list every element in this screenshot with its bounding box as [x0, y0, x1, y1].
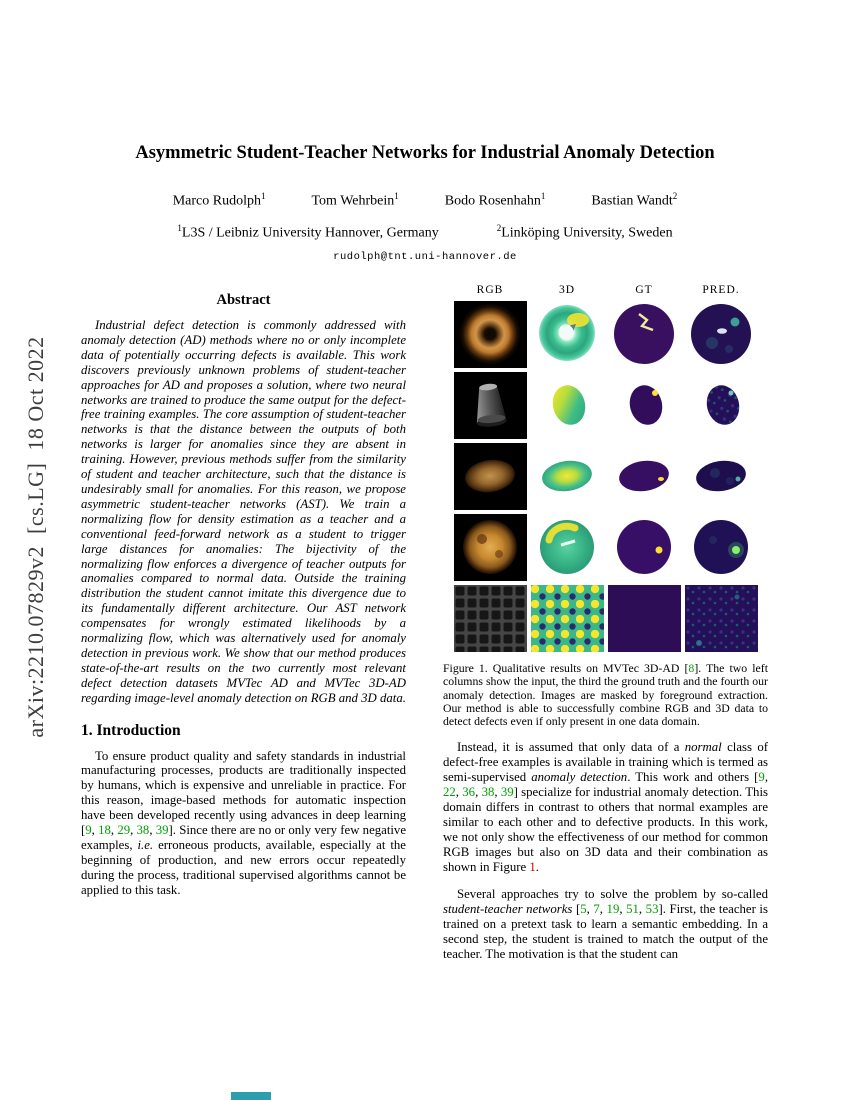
- figure-cell-potato-3d: [531, 443, 604, 510]
- affiliation: [497, 223, 673, 242]
- text-segment: i.e.: [137, 838, 154, 852]
- figure-cell-bagel-3d: [531, 301, 604, 368]
- author: [311, 191, 398, 210]
- figure-image-grid: [443, 301, 768, 652]
- text-segment: ,: [586, 902, 594, 917]
- right-column: [443, 284, 768, 975]
- citation-link[interactable]: 36: [462, 785, 476, 799]
- text-segment: ,: [110, 823, 118, 838]
- figure-col-header-rgb: RGB: [476, 284, 504, 296]
- contact-email: rudolph@tnt.uni-hannover.de: [333, 250, 517, 263]
- figure-cell-cookie-pred: [685, 514, 758, 581]
- text-segment: anomaly detection: [531, 770, 628, 785]
- text-segment: ,: [599, 902, 607, 917]
- text-segment: ,: [149, 823, 156, 838]
- author-name: Bodo Rosenhahn: [444, 193, 541, 209]
- affiliation: [177, 223, 438, 242]
- figure-cell-foam-3d: [531, 585, 604, 652]
- text-segment: class of defect-free examples is available in training which is termed as semi-supervised: [443, 740, 768, 785]
- figure-cell-bagel-rgb: [454, 301, 527, 368]
- citation-link[interactable]: 19: [606, 902, 620, 917]
- text-segment: Several approaches try to solve the problem by so-called: [457, 887, 768, 902]
- figure-cell-cable-gland-rgb: [454, 372, 527, 439]
- figure-cell-cookie-rgb: [454, 514, 527, 581]
- citation-link[interactable]: 5: [580, 902, 587, 917]
- figure-cell-potato-rgb: [454, 443, 527, 510]
- author: [173, 191, 266, 210]
- text-segment: ] specialize for industrial anomaly detection. This domain differs in contrast to others that normal examples are similar to each other and to defective products. In this work, we not only show the effectiveness of our method for common RGB images but also on 3D data and their combination as shown in Figure: [443, 785, 768, 874]
- citation-link[interactable]: 9: [758, 770, 765, 785]
- figure-cell-potato-gt: [608, 443, 681, 510]
- affiliation-list: [0, 223, 850, 242]
- text-segment: ]. Since there are no or only very few negative examples,: [81, 823, 407, 852]
- citation-link[interactable]: 39: [155, 823, 169, 838]
- body-paragraph-several-approaches: [443, 887, 768, 962]
- text-segment: ,: [475, 785, 482, 799]
- figure-col-header-pred: PRED.: [702, 284, 740, 296]
- text-segment: To ensure product quality and safety standards in industrial manufacturing processes, products are traditionally inspected by humans, which is expensive and unreliable in practice. For this reason, image-based methods for automatic inspection have been developed recently using advances in deep learning [: [81, 748, 406, 838]
- text-segment: ,: [764, 770, 769, 785]
- arxiv-stamp: arXiv:2210.07829v2 [cs.LG] 18 Oct 2022: [23, 336, 48, 738]
- citation-link[interactable]: 38: [481, 785, 495, 799]
- figure-cell-foam-gt: [608, 585, 681, 652]
- author-name: Marco Rudolph: [172, 193, 261, 209]
- text-segment: ,: [455, 785, 463, 799]
- author-affil-mark: 1: [540, 191, 546, 202]
- author-affil-mark: 1: [260, 191, 266, 202]
- text-segment: [: [572, 902, 581, 917]
- abstract-text: Industrial defect detection is commonly addressed with anomaly detection (AD) methods where no or only incomplete data of potentially occurring defects is available. This work discovers previously unknown problems of student-teacher approaches for AD and proposes a solution, where two neural networks are trained to produce the same output for the defect-free training examples. The core assumption of student-teacher networks is that the distance between the outputs of both networks is larger for anomalies since they are absent in training. However, previous methods suffer from the similarity of student and teacher architecture, such that the distance is undesirably small for anomalies. For this reason, we propose asymmetric student-teacher networks (AST). We train a normalizing flow for density estimation as a teacher and a conventional feed-forward network as a student to trigger large distances for anomalies: The bijectivity of the normalizing flow enforces a divergence of teacher outputs for anomalies compared to normal data. Outside the training distribution the student cannot imitate this divergence due to its fundamentally different architecture. Our AST network compensates for wrongly estimated likelihoods by a normalizing flow, which was alternatively used for anomaly detection in previous work. We show that our method produces state-of-the-art results on the two currently most relevant defect detection datasets MVTec AD and MVTec 3D-AD regarding image-level anomaly detection on RGB and 3D data.: [81, 318, 406, 705]
- figure-cell-bagel-pred: [685, 301, 758, 368]
- figure-cell-cookie-3d: [531, 514, 604, 581]
- text-segment: ,: [638, 902, 646, 917]
- citation-link[interactable]: 9: [85, 823, 92, 838]
- paper-title: Asymmetric Student-Teacher Networks for Industrial Anomaly Detection: [135, 143, 715, 163]
- author: [591, 191, 677, 210]
- link-annotation-artifact: [231, 1092, 271, 1100]
- text-segment: ]. The two left columns show the input, the third the ground truth and the fourth our anomaly detection. Images are masked by foreground extraction. Our method is able to successfully combine RGB and 3D data to detect defects even if only present in one data domain.: [443, 661, 768, 729]
- text-segment: Figure 1. Qualitative results on MVTec 3D-AD [: [443, 661, 689, 675]
- figure-cell-potato-pred: [685, 443, 758, 510]
- citation-link[interactable]: 18: [98, 823, 111, 838]
- text-segment: ,: [130, 823, 137, 838]
- figure-cell-bagel-gt: [608, 301, 681, 368]
- figure-col-header-3d: 3D: [558, 284, 576, 296]
- abstract-heading: Abstract: [216, 292, 271, 308]
- text-segment: Instead, it is assumed that only data of a: [457, 740, 685, 755]
- author-name: Tom Wehrbein: [311, 193, 395, 209]
- figure-cell-cable-gland-gt: [608, 372, 681, 439]
- text-segment: .: [535, 859, 539, 874]
- text-segment: erroneous products, available, especially at the beginning of production, and new errors occur repeatedly during the process, traditional supervised algorithms cannot be applied to this task.: [81, 838, 406, 897]
- text-segment: ,: [494, 785, 501, 799]
- affil-mark: 2: [496, 222, 502, 233]
- text-segment: student-teacher networks: [443, 902, 573, 917]
- text-segment: normal: [684, 740, 722, 755]
- figure-column-headers: [443, 284, 768, 296]
- citation-link[interactable]: 29: [117, 823, 131, 838]
- author: [445, 191, 546, 210]
- figure-cell-foam-rgb: [454, 585, 527, 652]
- citation-link[interactable]: 53: [645, 902, 659, 917]
- citation-link[interactable]: 7: [593, 902, 600, 917]
- affil-text: Linköping University, Sweden: [501, 225, 673, 241]
- figure-col-header-gt: GT: [635, 284, 653, 296]
- citation-link[interactable]: 8: [688, 661, 695, 675]
- figure-cell-cable-gland-3d: [531, 372, 604, 439]
- citation-link[interactable]: 22: [443, 785, 456, 799]
- author-name: Bastian Wandt: [591, 193, 673, 209]
- affil-text: L3S / Leibniz University Hannover, Germany: [181, 225, 439, 241]
- body-paragraph-instead: [443, 740, 768, 874]
- two-column-body: [81, 284, 768, 975]
- figure-cell-foam-pred: [685, 585, 758, 652]
- left-column: [81, 284, 406, 975]
- figure-caption: [443, 662, 768, 728]
- section-heading-introduction: 1. Introduction: [81, 721, 181, 739]
- citation-link[interactable]: 51: [626, 902, 639, 917]
- citation-link[interactable]: 39: [500, 785, 514, 799]
- author-affil-mark: 2: [672, 191, 678, 202]
- figure-cell-cable-gland-pred: [685, 372, 758, 439]
- text-segment: . This work and others [: [627, 770, 759, 785]
- figure-ref-link[interactable]: 1: [529, 859, 536, 874]
- text-segment: ,: [91, 823, 99, 838]
- affil-mark: 1: [177, 222, 182, 233]
- figure-cell-cookie-gt: [608, 514, 681, 581]
- text-segment: ,: [619, 902, 627, 917]
- author-affil-mark: 1: [394, 191, 399, 202]
- intro-paragraph: [81, 749, 406, 898]
- figure-1: [443, 284, 768, 728]
- author-list: [0, 191, 850, 210]
- citation-link[interactable]: 38: [136, 823, 150, 838]
- text-segment: ]. First, the teacher is trained on a pretext task to learn a semantic embedding. In a second step, the student is trained to match the output of the teacher. The motivation is that the student can: [443, 902, 768, 961]
